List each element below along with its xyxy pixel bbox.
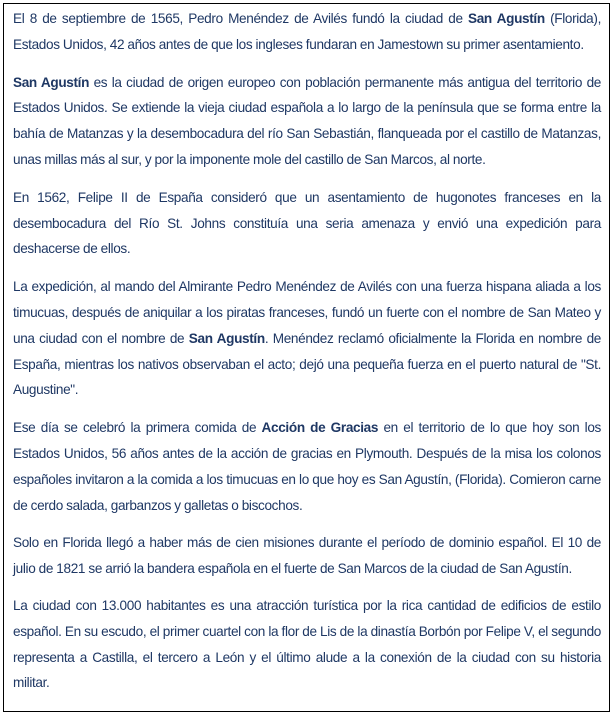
paragraph-felipe-ii [13,185,601,262]
paragraph-founding [13,6,601,58]
paragraph-text: En 1562, Felipe II de España consideró que un asentamiento de hugonotes franceses en la desembocadura del Río St. Johns constituía una seria amenaza y envió una expedición para deshacerse de ellos. [13,189,601,257]
paragraph-text: Solo en Florida llegó a haber más de cien misiones durante el período de dominio español. El 10 de julio de 1821 se arrió la bandera española en el fuerte de San Marcos de la ciudad de San Agustín. [13,535,601,577]
highlight-accion-de-gracias: Acción de Gracias [261,420,379,436]
paragraph-text: (Florida), Estados Unidos, 42 años antes de que los ingleses fundaran en Jamestown su primer asentamiento. [13,11,601,52]
paragraph-text: El 8 de septiembre de 1565, Pedro Menéndez de Avilés fundó la ciudad de [13,11,468,26]
paragraph-text: . Menéndez reclamó oficialmente la Florida en nombre de España, mientras los nativos observaban el acto; dejó una pequeña fuerza en el puerto natural de "St. Augustine". [13,330,601,398]
paragraph-text: en el territorio de lo que hoy son los Estados Unidos, 56 años antes de la acción de gracias en Plymouth. Después de la misa los colonos españoles invitaron a la comida a los timucuas en lo que hoy es San Agustín, (Florida). Comieron carne de cerdo salada, garbanzos y galletas o biscochos. [13,420,601,513]
paragraph-missions [13,530,601,582]
text-box [3,3,610,712]
paragraph-oldest-city [13,70,601,173]
paragraph-text: es la ciudad de origen europeo con población permanente más antigua del territorio de Estados Unidos. Se extiende la vieja ciudad española a lo largo de la península que se forma entre la bahía de Matanzas y la desembocadura del río San Sebastián, flanqueada por el castillo de Matanzas, unas millas más al sur, y por la imponente mole del castillo de San Marcos, al norte. [13,74,601,167]
paragraph-text: La expedición, al mando del Almirante Pedro Menéndez de Avilés con una fuerza hispana aliada a los timucuas, después de aniquilar a los piratas franceses, fundó un fuerte con el nombre de San Mateo y una ciudad con el nombre de [13,279,601,346]
highlight-san-agustin: San Agustín [188,330,265,346]
paragraph-tourism [13,593,601,696]
highlight-san-agustin: San Agustín [467,11,545,26]
paragraph-text: Ese día se celebró la primera comida de [13,420,262,436]
paragraph-thanksgiving [13,415,601,518]
paragraph-expedition [13,274,601,403]
paragraph-text: La ciudad con 13.000 habitantes es una atracción turística por la rica cantidad de edificios de estilo español. En su escudo, el primer cuartel con la flor de Lis de la dinastía Borbón por Felipe V, el segundo representa a Castilla, el tercero a León y el último alude a la conexión de la ciudad con su historia militar. [13,597,601,691]
highlight-san-agustin: San Agustín [13,74,90,90]
